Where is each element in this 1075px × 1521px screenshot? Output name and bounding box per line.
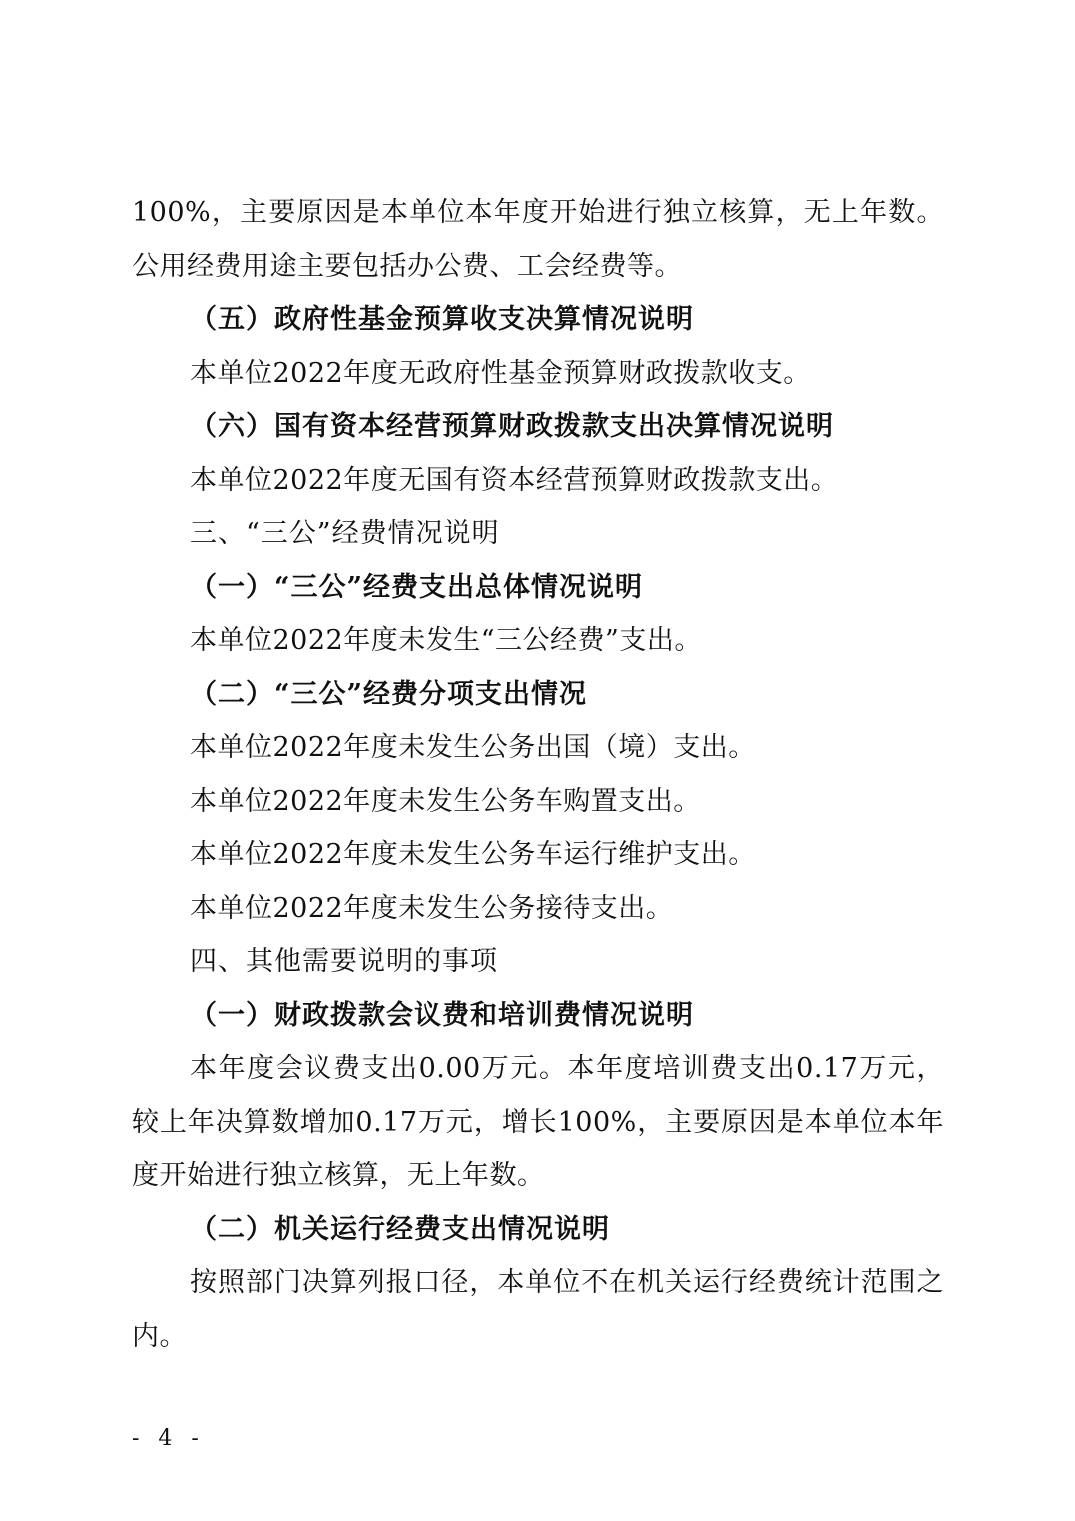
section-title-three-public: 三、“三公”经费情况说明 [190, 518, 500, 549]
paragraph-operating-costs: 按照部门决算列报口径，本单位不在机关运行经费统计范围之内。 [132, 1267, 944, 1352]
paragraph-vehicle-operation: 本单位2022年度未发生公务车运行维护支出。 [190, 839, 756, 870]
paragraph-continued: 100%，主要原因是本单位本年度开始进行独立核算，无上年数。公用经费用途主要包括办公费、工会经费等。 [132, 197, 944, 282]
paragraph-overseas-travel: 本单位2022年度未发生公务出国（境）支出。 [190, 732, 756, 763]
subheading-state-capital: （六）国有资本经营预算财政拨款支出决算情况说明 [190, 411, 834, 442]
subheading-meeting-training: （一）财政拨款会议费和培训费情况说明 [190, 999, 694, 1031]
paragraph-three-public-overall: 本单位2022年度未发生“三公经费”支出。 [190, 625, 702, 656]
subheading-three-public-overall: （一）“三公”经费支出总体情况说明 [190, 571, 644, 603]
paragraph-state-capital: 本单位2022年度无国有资本经营预算财政拨款支出。 [190, 464, 839, 496]
paragraph-reception: 本单位2022年度未发生公务接待支出。 [190, 892, 674, 924]
paragraph-vehicle-purchase: 本单位2022年度未发生公务车购置支出。 [190, 785, 701, 817]
paragraph-government-fund: 本单位2022年度无政府性基金预算财政拨款收支。 [190, 357, 811, 389]
section-title-other-matters: 四、其他需要说明的事项 [190, 946, 498, 977]
page-number: - 4 - [132, 1426, 205, 1451]
subheading-operating-costs: （二）机关运行经费支出情况说明 [190, 1213, 610, 1245]
document-body [132, 186, 944, 1363]
paragraph-meeting-training: 本年度会议费支出0.00万元。本年度培训费支出0.17万元，较上年决算数增加0.17万元，增长100%，主要原因是本单位本年度开始进行独立核算，无上年数。 [132, 1053, 944, 1191]
subheading-three-public-itemized: （二）“三公”经费分项支出情况 [190, 678, 588, 710]
subheading-government-fund: （五）政府性基金预算收支决算情况说明 [190, 304, 694, 335]
